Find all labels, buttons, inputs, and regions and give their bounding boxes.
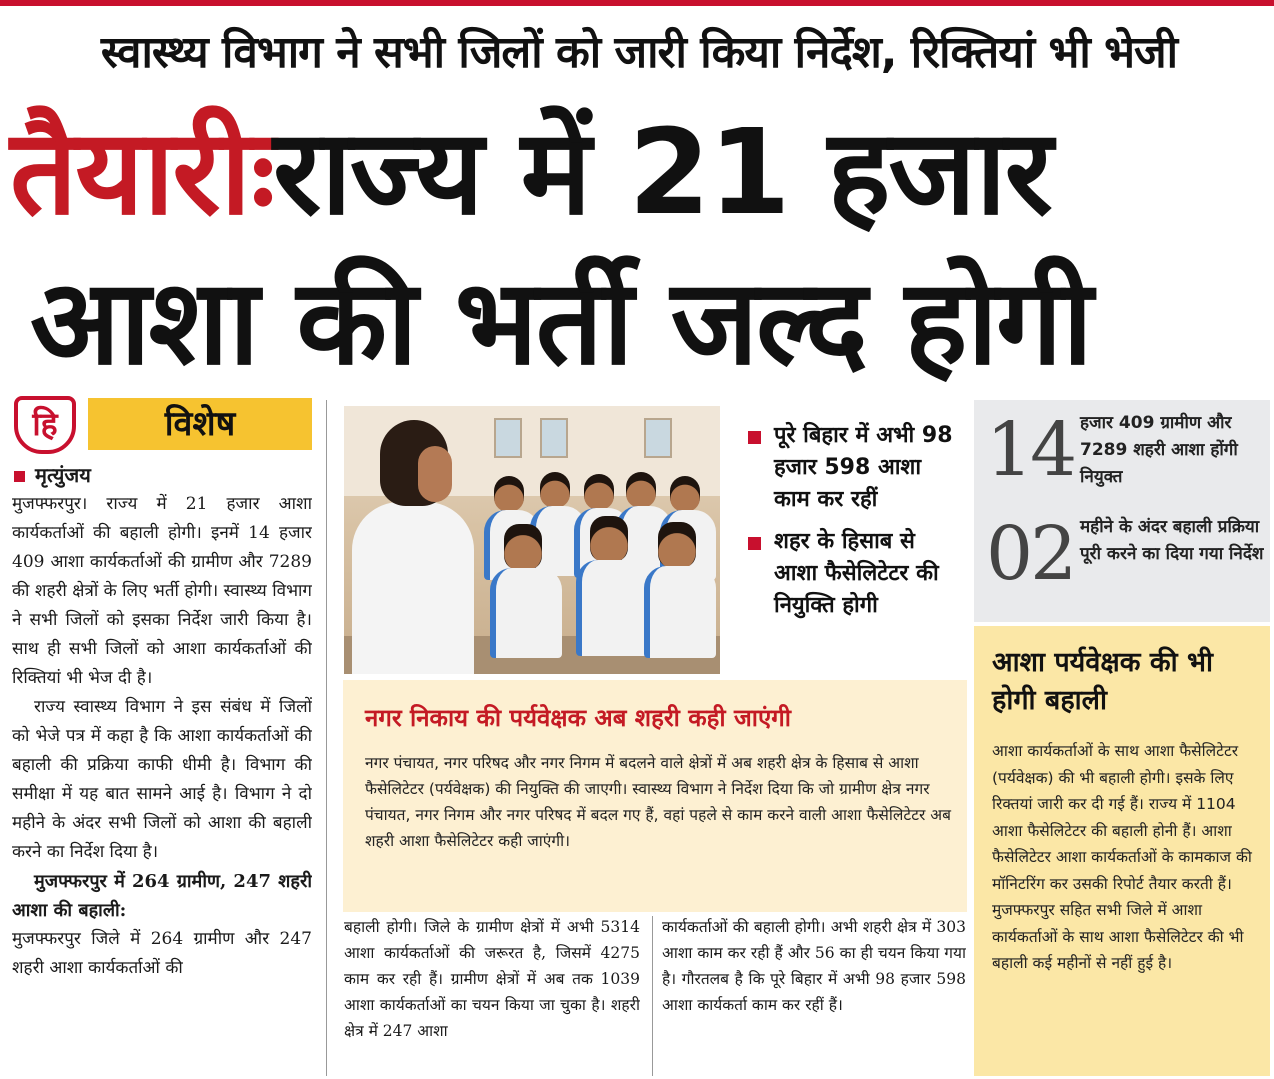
photo-person (658, 522, 696, 568)
section-label: विशेष (88, 398, 312, 450)
byline (14, 460, 314, 490)
hindustan-logo-icon: हि (14, 396, 76, 454)
photo-person (644, 566, 716, 658)
article-paragraph: मुजफ्फरपुर। राज्य में 21 हजार आशा कार्यकर्ताओं की बहाली होगी। इनमें 14 हजार 409 आशा कार्यकर्ताओं की ग्रामीण और 7289 की शहरी क्षेत्रों के लिए भर्ती होगी। स्वास्थ्य विभाग ने सभी जिलों को इसका निर्देश जारी किया है। साथ ही सभी जिलों को आशा कार्यकर्ताओं की रिक्तियां भी भेज दी है। (12, 494, 312, 688)
bullet-item: शहर के हिसाब से आशा फैसेलिटेटर की नियुक्ति होगी (748, 526, 960, 622)
box-body: आशा कार्यकर्ताओं के साथ आशा फैसेलिटेटर (पर्यवेक्षक) की भी बहाली होगी। इसके लिए रिक्तयां जारी कर दी गई हैं। राज्य में 1104 आशा फैसेलिटेटर की बहाली होनी हैं। आशा फैसेलिटेटर आशा कार्यकर्ताओं के कामकाज की मॉनिटरिंग कर उसकी रिपोर्ट तैयार करती हैं। मुजफ्फरपुर सहित सभी जिले में आशा कार्यकर्ताओं के साथ आशा फैसेलिटेटर की भी बहाली कई महीनों से नहीं हुई है। (992, 742, 1252, 972)
supervisor-box (974, 626, 1270, 1076)
article-subhead: मुजफ्फरपुर में 264 ग्रामीण, 247 शहरी आशा की बहाली: (12, 871, 312, 921)
main-headline-line2: आशा की भर्ती जल्द होगी (30, 253, 1091, 391)
column-divider (652, 916, 653, 1076)
kicker-headline: स्वास्थ्य विभाग ने सभी जिलों को जारी किया निर्देश, रिक्तियां भी भेजी (100, 27, 1178, 78)
nagar-nikay-box (343, 680, 967, 912)
stat-text: हजार 409 ग्रामीण और 7289 शहरी आशा होंगी नियुक्त (1080, 413, 1238, 487)
photo-window (494, 418, 522, 458)
box-body: नगर पंचायत, नगर परिषद और नगर निगम में बदलने वाले क्षेत्रों में अब शहरी क्षेत्र के हिसाब से आशा फैसेलिटेटर (पर्यवेक्षक) की नियुक्ति की जाएगी। स्वास्थ्य विभाग ने निर्देश दिया कि जो ग्रामीण क्षेत्र नगर पंचायत, नगर निगम और नगर परिषद में बदल गए हैं, वहां पहले से काम करने वाली आशा फैसेलिटेटर अब शहरी आशा फैसेलिटेटर कही जाएंगी। (365, 754, 951, 850)
photo-person (490, 568, 562, 658)
article-column-1 (12, 490, 312, 1075)
bullet-square-icon (748, 537, 761, 550)
stats-box (974, 400, 1270, 622)
article-column-2: बहाली होगी। जिले के ग्रामीण क्षेत्रों में अभी 5314 आशा कार्यकर्ताओं की जरूरत है, जिसमें 4275 काम कर रही हैं। ग्रामीण क्षेत्रों में अब तक 1039 आशा कार्यकर्ताओं का चयन किया जा चुका है। शहरी क्षेत्र में 247 आशा (344, 918, 640, 1040)
headline-black-part: राज्य में 21 हजार (272, 103, 1051, 241)
highlight-bullets (748, 420, 960, 650)
article-column-3: कार्यकर्ताओं की बहाली होगी। अभी शहरी क्षेत्र में 303 आशा काम कर रही हैं और 56 का ही चयन किया गया है। गौरतलब है कि पूरे बिहार में अभी 98 हजार 598 आशा कार्यकर्ता काम कर रहीं हैं। (662, 918, 966, 1014)
bullet-item: पूरे बिहार में अभी 98 हजार 598 आशा काम कर रहीं (748, 420, 960, 516)
photo-person (576, 560, 648, 656)
news-photo (344, 406, 720, 674)
photo-teacher (352, 502, 474, 674)
photo-window (644, 418, 672, 458)
top-accent-bar (0, 0, 1274, 6)
article-paragraph: मुजफ्फरपुर जिले में 264 ग्रामीण और 247 शहरी आशा कार्यकर्ताओं की (12, 929, 312, 978)
author-name: मृत्युंजय (35, 463, 91, 487)
box-title: नगर निकाय की पर्यवेक्षक अब शहरी कही जाएंगी (365, 704, 791, 732)
box-title: आशा पर्यवेक्षक की भी होगी बहाली (992, 647, 1213, 716)
bullet-square-icon (14, 471, 25, 482)
photo-window (540, 418, 568, 458)
photo-person (590, 516, 628, 562)
stat-number: 02 (986, 511, 1075, 597)
headline-red-part: तैयारीः (10, 103, 273, 241)
photo-person (626, 472, 656, 508)
stat-number: 14 (986, 407, 1075, 493)
photo-teacher (418, 446, 452, 502)
main-headline-line1 (10, 92, 1270, 252)
photo-person (584, 474, 614, 510)
photo-person (540, 472, 570, 508)
column-divider (326, 400, 327, 1076)
photo-person (494, 476, 524, 512)
article-paragraph: राज्य स्वास्थ्य विभाग ने इस संबंध में जिलों को भेजे पत्र में कहा है कि आशा कार्यकर्ताओं की बहाली की प्रक्रिया काफी धीमी है। विभाग की समीक्षा में यह बात सामने आई है। विभाग ने दो महीने के अंदर सभी जिलों को आशा की बहाली करने का निर्देश दिया है। (12, 697, 312, 862)
bullet-square-icon (748, 431, 761, 444)
photo-person (504, 524, 542, 570)
stat-text: महीने के अंदर बहाली प्रक्रिया पूरी करने का दिया गया निर्देश (1080, 517, 1264, 564)
photo-person (670, 476, 700, 512)
